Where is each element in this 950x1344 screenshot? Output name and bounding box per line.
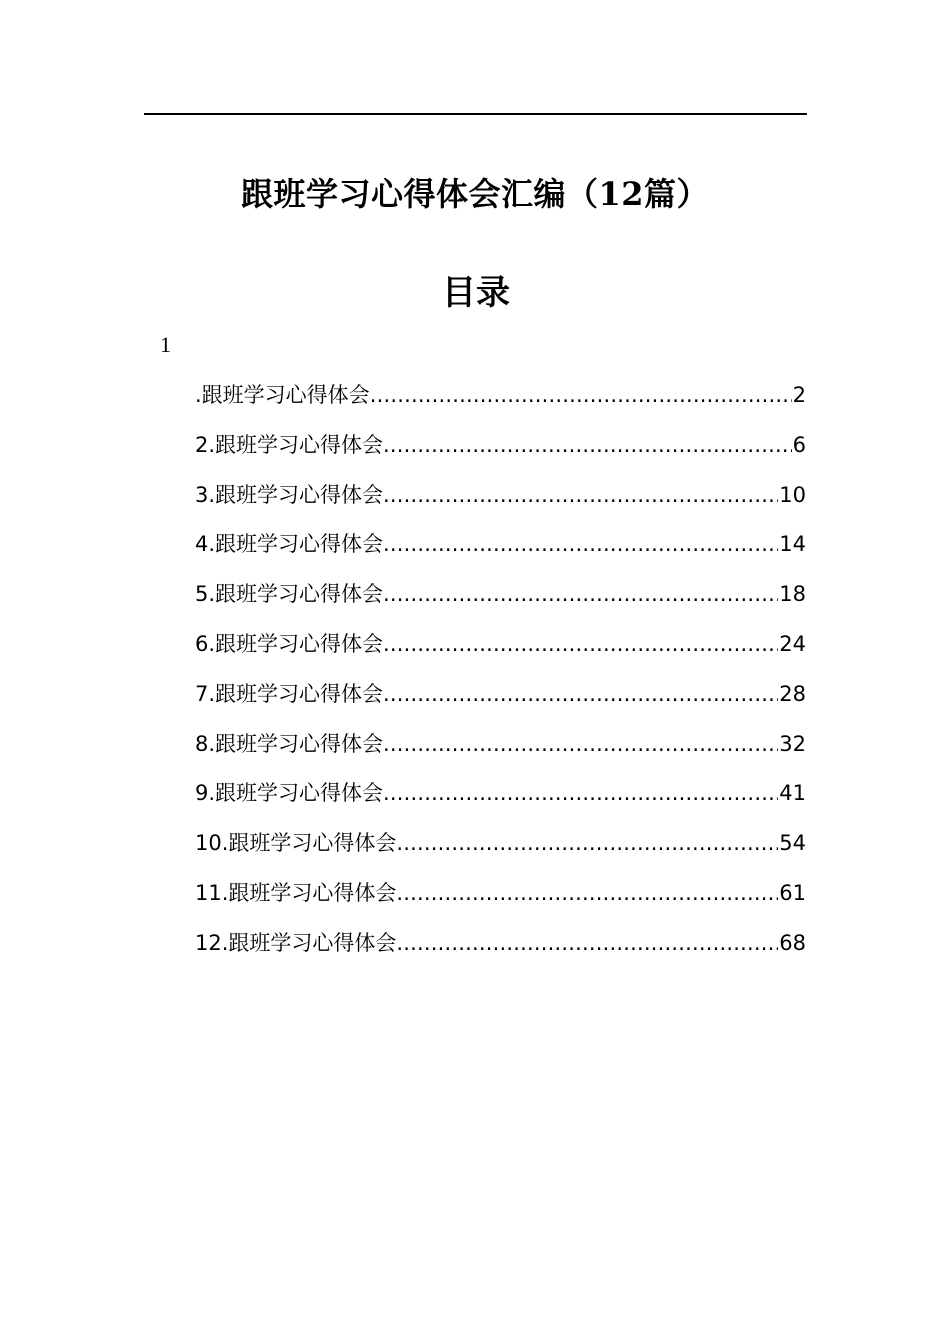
toc-entry-label: 5.跟班学习心得体会 bbox=[195, 582, 384, 607]
toc-entry[interactable] bbox=[195, 729, 806, 779]
toc-dot-leader bbox=[370, 380, 792, 410]
toc-entry[interactable] bbox=[195, 480, 806, 530]
toc-dot-leader bbox=[396, 878, 778, 908]
toc-dot-leader bbox=[383, 629, 778, 659]
toc-dot-leader bbox=[383, 679, 778, 709]
toc-heading: 目录 bbox=[442, 273, 510, 313]
toc-entry[interactable] bbox=[195, 430, 806, 480]
toc-entry-label: 2.跟班学习心得体会 bbox=[195, 432, 384, 457]
toc-dot-leader bbox=[383, 430, 792, 460]
toc-entry-label: 11.跟班学习心得体会 bbox=[195, 880, 397, 905]
toc-dot-leader bbox=[383, 480, 778, 510]
toc-entry-label: 7.跟班学习心得体会 bbox=[195, 681, 384, 706]
toc-entry-label: 9.跟班学习心得体会 bbox=[195, 781, 384, 806]
toc-entry-label: 8.跟班学习心得体会 bbox=[195, 731, 384, 756]
toc-dot-leader bbox=[396, 828, 778, 858]
toc-entry-label: 10.跟班学习心得体会 bbox=[195, 831, 397, 856]
stray-list-number: 1 bbox=[160, 332, 171, 357]
toc-entry[interactable] bbox=[195, 878, 806, 928]
toc-entry[interactable] bbox=[195, 928, 806, 978]
toc-entry[interactable] bbox=[195, 629, 806, 679]
toc-entry-page: 2 bbox=[792, 383, 806, 407]
table-of-contents bbox=[195, 380, 806, 978]
toc-entry-page: 28 bbox=[779, 681, 806, 706]
toc-entry[interactable] bbox=[195, 579, 806, 629]
toc-entry[interactable] bbox=[195, 529, 806, 579]
toc-entry[interactable] bbox=[195, 679, 806, 729]
toc-entry-page: 61 bbox=[779, 880, 806, 905]
toc-entry-label: 3.跟班学习心得体会 bbox=[195, 482, 384, 507]
toc-entry[interactable] bbox=[195, 380, 806, 430]
toc-entry-page: 54 bbox=[779, 831, 806, 856]
toc-entry-label: 6.跟班学习心得体会 bbox=[195, 631, 384, 656]
toc-dot-leader bbox=[396, 928, 778, 958]
toc-dot-leader bbox=[383, 579, 778, 609]
toc-entry-label: .跟班学习心得体会 bbox=[195, 383, 370, 407]
toc-entry-page: 68 bbox=[779, 930, 806, 955]
toc-entry[interactable] bbox=[195, 828, 806, 878]
toc-dot-leader bbox=[383, 729, 778, 759]
toc-entry-page: 41 bbox=[779, 781, 806, 806]
toc-entry-page: 18 bbox=[779, 582, 806, 607]
toc-entry-page: 32 bbox=[779, 731, 806, 756]
toc-entry-page: 14 bbox=[779, 532, 806, 557]
toc-entry-page: 24 bbox=[779, 631, 806, 656]
toc-dot-leader bbox=[383, 778, 778, 808]
toc-dot-leader bbox=[383, 529, 778, 559]
toc-entry-label: 12.跟班学习心得体会 bbox=[195, 930, 397, 955]
header-rule bbox=[144, 113, 807, 115]
toc-entry-page: 10 bbox=[779, 482, 806, 507]
toc-entry-page: 6 bbox=[792, 432, 806, 457]
document-title: 跟班学习心得体会汇编（12篇） bbox=[240, 175, 710, 213]
toc-entry[interactable] bbox=[195, 778, 806, 828]
toc-entry-label: 4.跟班学习心得体会 bbox=[195, 532, 384, 557]
